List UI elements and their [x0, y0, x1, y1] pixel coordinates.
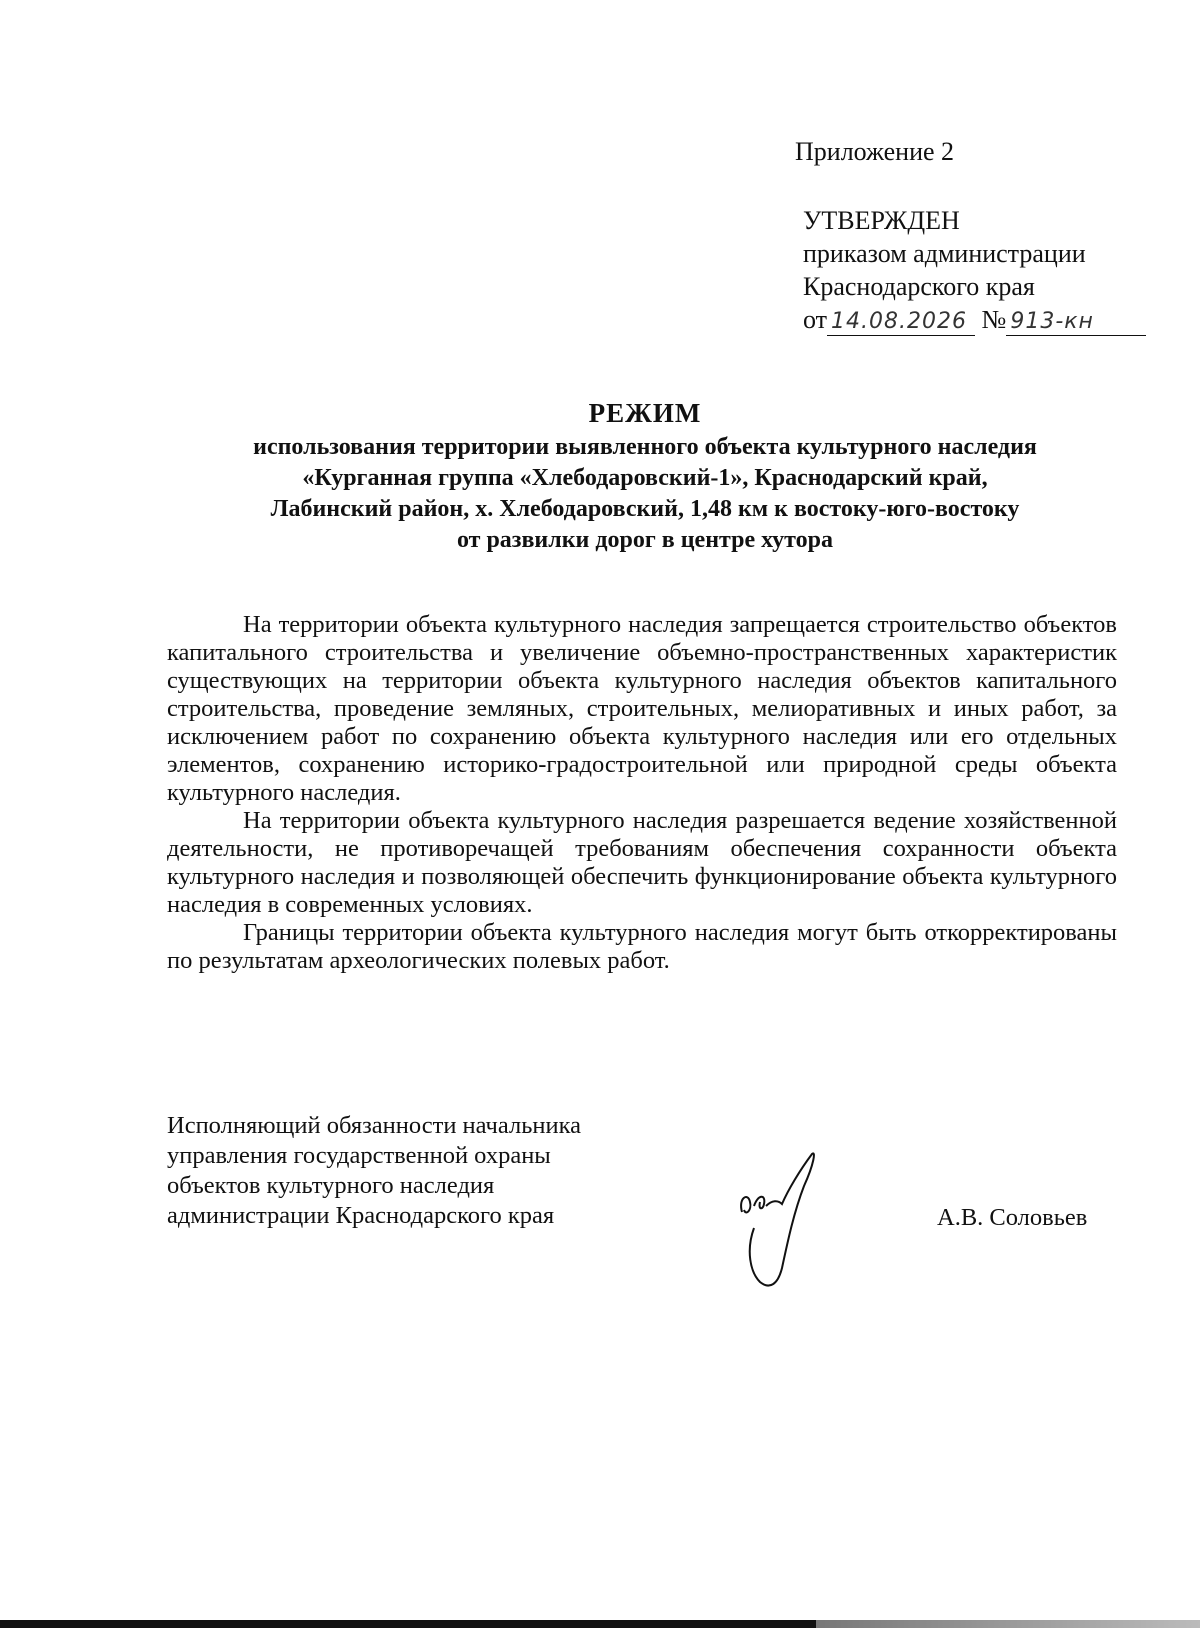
- paragraph-permissions: На территории объекта культурного наследия разрешается ведение хозяйственной деятельности, не противоречащей требованиям обеспечения сохранности объекта культурного наследия и позволяющей обеспечить функционирование объекта культурного наследия в современных условиях.: [167, 807, 1117, 918]
- paragraph-prohibitions: На территории объекта культурного наследия запрещается строительство объектов капитального строительства и увеличение объемно-пространственных характеристик существующих на территории объекта культурного наследия объектов капитального строительства, проведение земляных, строительных, мелиоративных и иных работ, за исключением работ по сохранению объекта культурного наследия или его отдельных элементов, сохранению историко-градостроительной или природной среды объекта культурного наследия.: [167, 611, 1117, 806]
- appendix-label: Приложение 2: [795, 137, 955, 166]
- title-main: РЕЖИМ: [588, 398, 702, 428]
- signer-position-line-3: объектов культурного наследия: [167, 1172, 495, 1199]
- document-title: [150, 396, 1140, 556]
- scan-edge-artifact: [0, 1620, 1200, 1628]
- approved-by-line-2: Краснодарского края: [803, 272, 1035, 301]
- signer-name: А.В. Соловьев: [937, 1204, 1088, 1231]
- approved-heading: УТВЕРЖДЕН: [803, 206, 960, 235]
- signer-position: [167, 1111, 581, 1231]
- handwritten-date: 14.08.2026: [827, 309, 975, 336]
- order-line: [803, 303, 1146, 336]
- title-line-2: «Курганная группа «Хлебодаровский-1», Краснодарский край,: [302, 465, 988, 491]
- date-prefix: от: [803, 305, 828, 334]
- signer-position-line-4: администрации Краснодарского края: [167, 1202, 555, 1229]
- title-line-1: использования территории выявленного объекта культурного наследия: [253, 434, 1037, 460]
- signer-position-line-2: управления государственной охраны: [167, 1142, 551, 1169]
- number-prefix: №: [981, 305, 1007, 334]
- approved-by-line-1: приказом администрации: [803, 239, 1086, 268]
- handwritten-signature: [730, 1150, 840, 1290]
- body-text: [167, 611, 1117, 975]
- title-line-4: от развилки дорог в центре хутора: [456, 527, 834, 553]
- title-line-3: Лабинский район, х. Хлебодаровский, 1,48 км к востоку-юго-востоку: [270, 496, 1020, 522]
- handwritten-number: 913-кн: [1006, 309, 1146, 336]
- approval-block: [803, 204, 1146, 336]
- paragraph-boundaries: Границы территории объекта культурного наследия могут быть откорректированы по результатам археологических полевых работ.: [167, 919, 1117, 974]
- signer-position-line-1: Исполняющий обязанности начальника: [167, 1112, 581, 1139]
